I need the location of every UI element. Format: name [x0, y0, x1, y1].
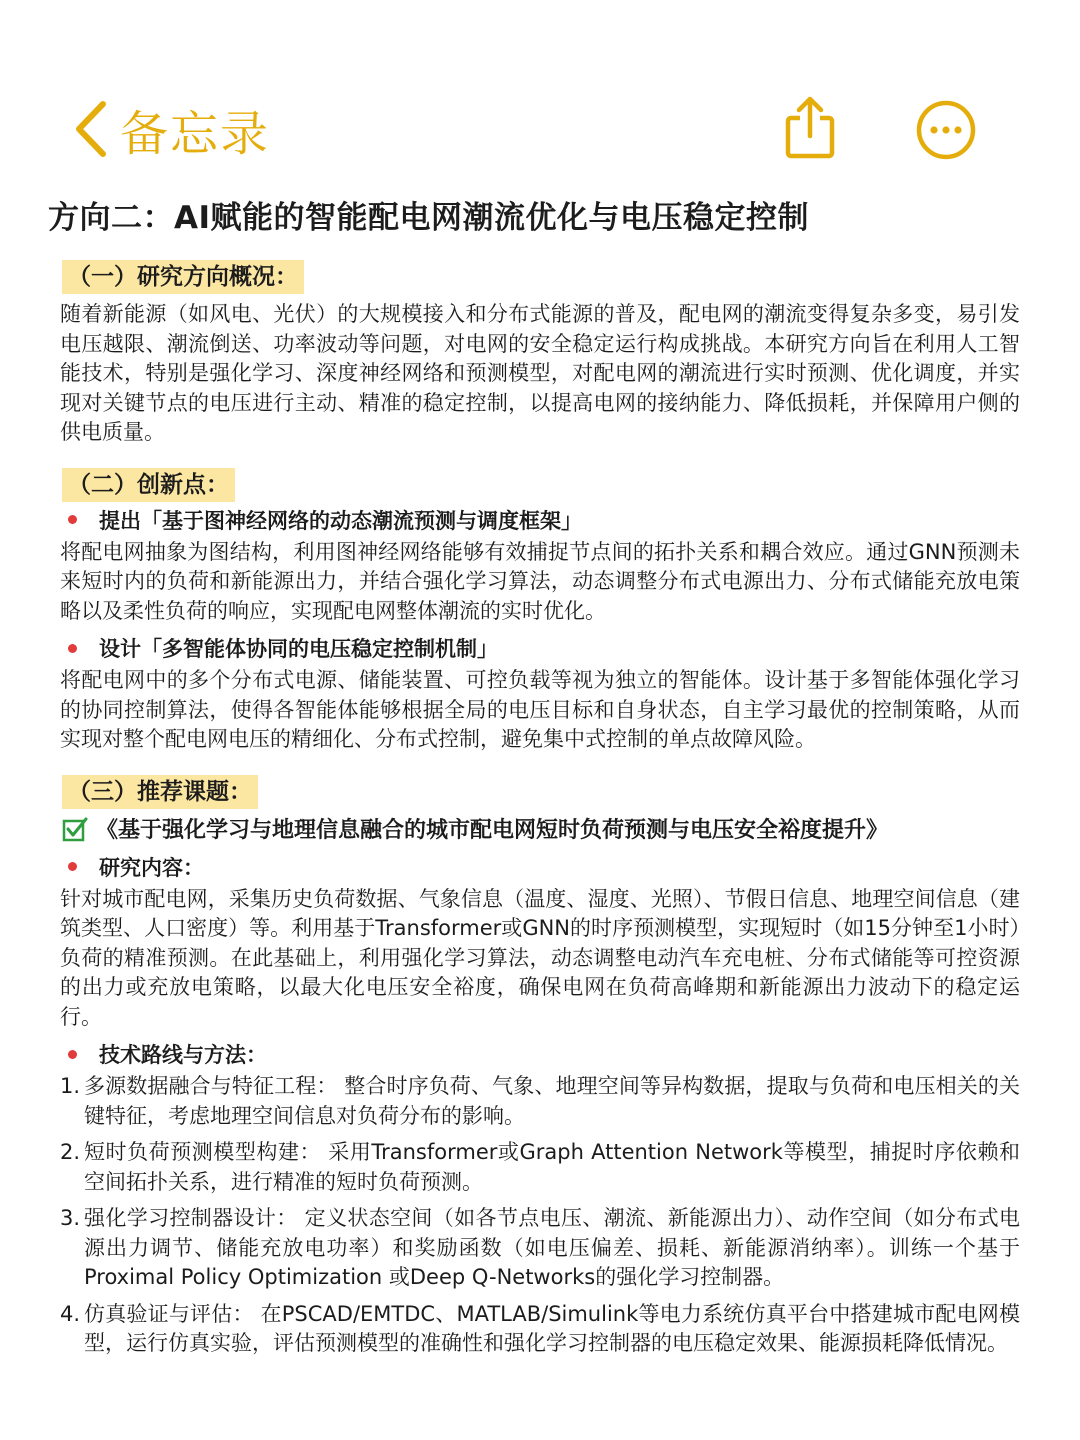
more-icon: [914, 98, 978, 162]
step-text: 仿真验证与评估： 在PSCAD/EMTDC、MATLAB/Simulink等电力系统仿真平台中搭建城市配电网模型，运行仿真实验，评估预测模型的准确性和强化学习控制器的电压稳定效果、能源损耗降低情况。: [84, 1301, 1020, 1355]
innovation-point-2: [68, 630, 1038, 666]
back-label: 备忘录: [120, 105, 271, 162]
navigation-bar: [0, 0, 1080, 180]
checkbox-checked-icon[interactable]: [62, 816, 88, 842]
research-label-text: 研究内容：: [99, 855, 204, 880]
section-heading-overview: （一）研究方向概况：: [62, 260, 304, 294]
step-number: 1.: [60, 1074, 81, 1098]
innovation-point-title: 设计「多智能体协同的电压稳定控制机制」: [99, 637, 498, 661]
note-content[interactable]: [48, 190, 1038, 1366]
innovation-point-text: 将配电网抽象为图结构，利用图神经网络能够有效捕捉节点间的拓扑关系和耦合效应。通过GNN预测未来短时内的负荷和新能源出力，并结合强化学习算法，动态调整分布式电源出力、分布式储能充放电策略以及柔性负荷的响应，实现配电网整体潮流的实时优化。: [60, 539, 1020, 623]
list-item: [60, 1072, 1020, 1131]
list-item: [60, 1204, 1020, 1293]
step-number: 4.: [60, 1301, 81, 1326]
more-button[interactable]: [914, 98, 978, 162]
research-content-text: 针对城市配电网，采集历史负荷数据、气象信息（温度、湿度、光照）、节假日信息、地理空间信息（建筑类型、人口密度）等。利用基于Transformer或GNN的时序预测模型，实现短时（如15分钟至1小时）负荷的精准预测。在此基础上，利用强化学习算法，动态调整电动汽车充电桩、分布式储能等可控资源的出力或充放电策略，以最大化电压安全裕度，确保电网在负荷高峰期和新能源出力波动下的稳定运行。: [60, 886, 1020, 1029]
step-text: 强化学习控制器设计： 定义状态空间（如各节点电压、潮流、新能源出力）、动作空间（如分布式电源出力调节、储能充放电功率）和奖励函数（如电压偏差、损耗、新能源消纳率）。训练一个基于Proximal Policy Optimization 或Deep Q-Networks的强化学习控制器。: [84, 1206, 1020, 1289]
step-number: 2.: [60, 1140, 81, 1164]
overview-paragraph: 随着新能源（如风电、光伏）的大规模接入和分布式能源的普及，配电网的潮流变得复杂多变，易引发电压越限、潮流倒送、功率波动等问题，对电网的安全稳定运行构成挑战。本研究方向旨在利用人工智能技术，特别是强化学习、深度神经网络和预测模型，对配电网的潮流进行实时预测、优化调度，并实现对关键节点的电压进行主动、精准的稳定控制，以提高电网的接纳能力、降低损耗，并保障用户侧的供电质量。: [60, 302, 1020, 444]
innovation-point-title: 提出「基于图神经网络的动态潮流预测与调度框架」: [99, 508, 582, 533]
research-content-label: [68, 849, 1038, 885]
bullet-dot-icon: [68, 862, 77, 871]
back-button[interactable]: [72, 96, 270, 162]
chevron-left-icon: [72, 100, 108, 158]
bullet-dot-icon: [68, 644, 77, 653]
method-steps-list: [60, 1072, 1020, 1359]
method-label-text: 技术路线与方法：: [99, 1043, 267, 1067]
step-number: 3.: [60, 1206, 81, 1230]
innovation-point-1: [68, 502, 1038, 538]
step-text: 多源数据融合与特征工程： 整合时序负荷、气象、地理空间等异构数据，提取与负荷和电压相关的关键特征，考虑地理空间信息对负荷分布的影响。: [84, 1074, 1020, 1128]
bullet-dot-icon: [68, 515, 77, 524]
method-label: [68, 1036, 1038, 1072]
section-heading-topic: （三）推荐课题：: [62, 775, 258, 809]
note-title: 方向二：AI赋能的智能配电网潮流优化与电压稳定控制: [48, 200, 810, 236]
step-text: 短时负荷预测模型构建： 采用Transformer或Graph Attention Network等模型，捕捉时序依赖和空间拓扑关系，进行精准的短时负荷预测。: [84, 1140, 1020, 1194]
share-icon: [780, 96, 840, 160]
section-heading-innovation: （二）创新点：: [62, 468, 235, 502]
bullet-dot-icon: [68, 1050, 77, 1059]
list-item: [60, 1138, 1020, 1197]
innovation-point-text: 将配电网中的多个分布式电源、储能装置、可控负载等视为独立的智能体。设计基于多智能体强化学习的协同控制算法，使得各智能体能够根据全局的电压目标和自身状态，自主学习最优的控制策略，从而实现对整个配电网电压的精细化、分布式控制，避免集中式控制的单点故障风险。: [60, 668, 1020, 751]
topic-title: 《基于强化学习与地理信息融合的城市配电网短时负荷预测与电压安全裕度提升》: [96, 818, 889, 843]
recommended-topic: [62, 809, 1038, 849]
share-button[interactable]: [780, 96, 840, 160]
list-item: [60, 1300, 1020, 1359]
